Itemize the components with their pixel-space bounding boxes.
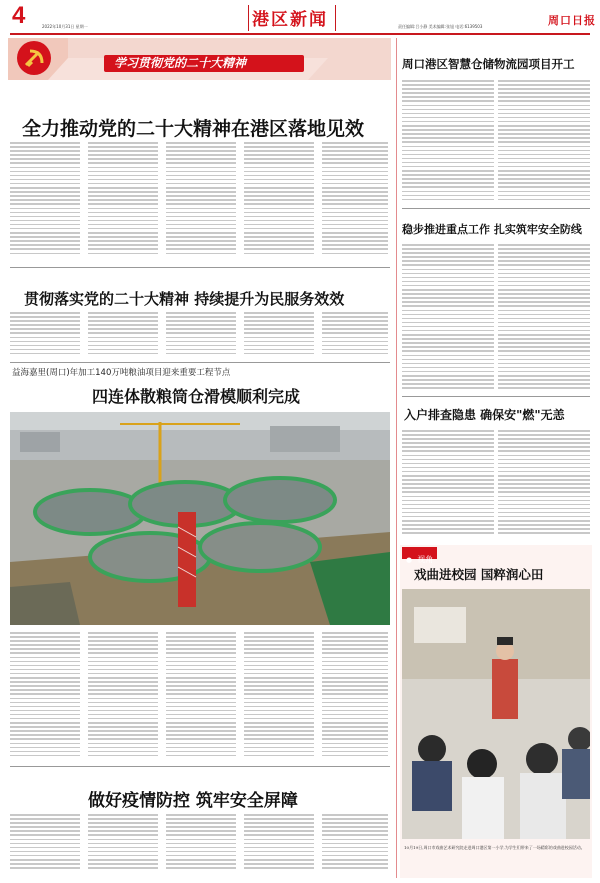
right-story3-headline: 入户排查隐患 确保安"燃"无恙 (404, 408, 565, 422)
right-story3-body (402, 430, 590, 540)
article1-headline: 全力推动党的二十大精神在港区落地见效 (22, 118, 365, 140)
section-title: 港区新闻 (252, 10, 328, 30)
article4-body (10, 814, 390, 876)
article2-body (10, 312, 390, 360)
camera-icon: ● (406, 556, 413, 564)
article4-headline: 做好疫情防控 筑牢安全屏障 (88, 791, 298, 811)
view-headline: 戏曲进校园 国粹润心田 (414, 567, 544, 582)
article2-headline: 贯彻落实党的二十大精神 持续提升为民服务效效 (24, 290, 345, 308)
photo-caption: 10月19日,周口市戏曲艺术研究院走进周口港区第一小学,为学生们带来了一场精彩的戏曲进校园活动。 (404, 845, 585, 850)
right-story2-body (402, 244, 590, 394)
right-story1-body (402, 80, 590, 205)
opera-classroom-image (402, 589, 590, 839)
article1-body (10, 142, 390, 262)
article3-body (10, 632, 390, 762)
party-emblem-icon (17, 41, 51, 75)
banner-label: 学习贯彻党的二十大精神 (114, 56, 247, 70)
article3-headline: 四连体散粮筒仓滑模顺利完成 (92, 387, 301, 406)
right-story2-headline: 稳步推进重点工作 扎实筑牢安全防线 (402, 223, 582, 236)
date-line: 2022年10月31日 星期一 (42, 24, 88, 29)
construction-photo (10, 412, 390, 625)
view-section (400, 545, 592, 878)
right-story1-headline: 周口港区智慧仓储物流园项目开工 (402, 57, 575, 71)
silo-construction-image (10, 412, 390, 625)
paper-logo: 周口日报 (548, 14, 596, 27)
view-label: 视角 (417, 555, 434, 564)
article3-kicker: 益海嘉里(周口)年加工140万吨粮油项目迎来重要工程节点 (12, 368, 231, 378)
page-number: 4 (12, 2, 26, 29)
opera-photo (402, 589, 590, 839)
masthead (0, 0, 600, 36)
banner (8, 38, 391, 80)
view-tag (402, 547, 437, 564)
editors-line: 责任编辑:吕小静 美术编辑:张旭 电话:6139503 (398, 24, 483, 29)
